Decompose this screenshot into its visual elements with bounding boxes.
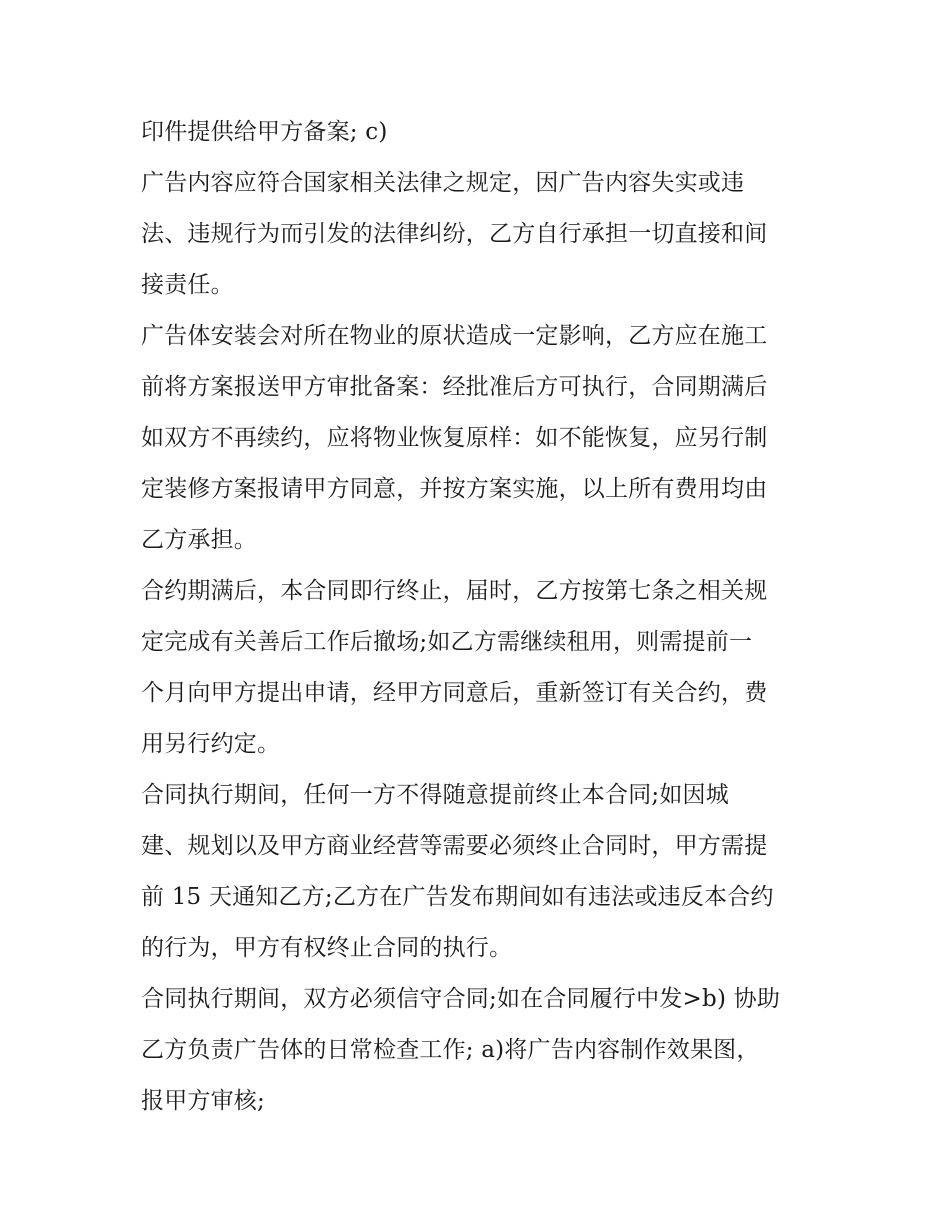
text-line: 接责任。 [141, 272, 234, 298]
text-line: 广告内容应符合国家相关法律之规定，因广告内容失实或违 [141, 170, 745, 196]
text-line: 前将方案报送甲方审批备案：经批准后方可执行，合同期满后 [141, 374, 768, 400]
text-line: 建、规划以及甲方商业经营等需要必须终止合同时，甲方需提 [141, 833, 768, 859]
text-line: 的行为，甲方有权终止合同的执行。 [141, 935, 513, 961]
text-line: 合同执行期间，双方必须信守合同;如在合同履行中发>b) 协助 [141, 986, 781, 1012]
text-line: 定装修方案报请甲方同意，并按方案实施，以上所有费用均由 [141, 476, 768, 502]
text-line: 如双方不再续约，应将物业恢复原样：如不能恢复，应另行制 [141, 425, 768, 451]
text-line: 广告体安装会对所在物业的原状造成一定影响，乙方应在施工 [141, 323, 768, 349]
text-line: 用另行约定。 [141, 731, 281, 757]
text-line: 印件提供给甲方备案; c) [141, 119, 388, 145]
contract-text [141, 107, 821, 1127]
text-line: 合约期满后，本合同即行终止，届时，乙方按第七条之相关规 [141, 578, 768, 604]
text-line: 报甲方审核; [141, 1088, 265, 1114]
text-line: 法、违规行为而引发的法律纠纷，乙方自行承担一切直接和间 [141, 221, 768, 247]
text-line: 个月向甲方提出申请，经甲方同意后，重新签订有关合约，费 [141, 680, 768, 706]
text-line: 定完成有关善后工作后撤场;如乙方需继续租用，则需提前一 [141, 629, 753, 655]
text-line: 乙方承担。 [141, 527, 257, 553]
text-line: 前 15 天通知乙方;乙方在广告发布期间如有违法或违反本合约 [141, 884, 774, 910]
text-line: 乙方负责广告体的日常检查工作; a)将广告内容制作效果图， [141, 1037, 760, 1063]
text-line: 合同执行期间，任何一方不得随意提前终止本合同;如因城 [141, 782, 729, 808]
